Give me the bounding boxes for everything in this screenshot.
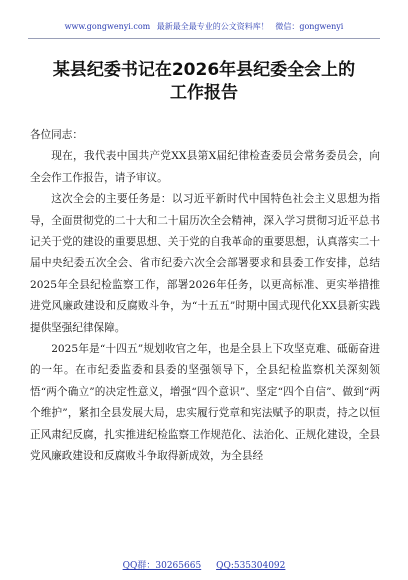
body-paragraph-3: 2025年是“十四五”规划收官之年，也是全县上下攻坚克难、砥砺奋进的一年。在市纪委监委和县委的坚强领导下，全县纪检监察机关深刻领悟“两个确立”的决定性意义，增强“四个意识”、坚定“四个自信”、做到“两个维护”，紧扣全县发展大局，忠实履行党章和宪法赋予的职责，持之以恒正风肃纪反腐，扎实推进纪检监察工作规范化、法治化、正规化建设，全县党风廉政建设和反腐败斗争取得新成效，为全县经: [30, 343, 380, 463]
body-paragraph-1: 现在，我代表中国共产党XX县第X届纪律检查委员会常务委员会，向全会作工作报告，请予审议。: [30, 150, 380, 184]
header-wechat: 微信：gongwenyi: [275, 22, 344, 31]
footer-qq[interactable]: QQ:535304092: [216, 561, 286, 571]
document-body: [30, 125, 380, 468]
header-divider: [28, 38, 380, 39]
website-link[interactable]: www.gongwenyi.com: [64, 22, 151, 31]
site-header: [0, 22, 408, 32]
body-paragraph-2: 这次全会的主要任务是：以习近平新时代中国特色社会主义思想为指导，全面贯彻党的二十大和二十届历次全会精神，深入学习贯彻习近平总书记关于党的建设的重要思想、关于党的自我革命的重要思想，认真落实二十届中央纪委五次全会、省市纪委六次全会部署要求和县委工作安排，总结2025年全县纪检监察工作，部署2026年任务，以更高标准、更实举措推进党风廉政建设和反腐败斗争，为“十五五”时期中国式现代化XX县新实践提供坚强纪律保障。: [30, 193, 380, 334]
salutation: 各位同志：: [30, 129, 83, 141]
site-footer: [0, 561, 408, 572]
header-slogan: 最新最全最专业的公文资料库！: [156, 22, 269, 31]
footer-qq-group[interactable]: QQ群：30265665: [122, 561, 202, 571]
title-line-1: 某县纪委书记在2026年县纪委全会上的: [52, 60, 356, 80]
document-title: [30, 59, 378, 105]
title-line-2: 工作报告: [170, 83, 238, 103]
